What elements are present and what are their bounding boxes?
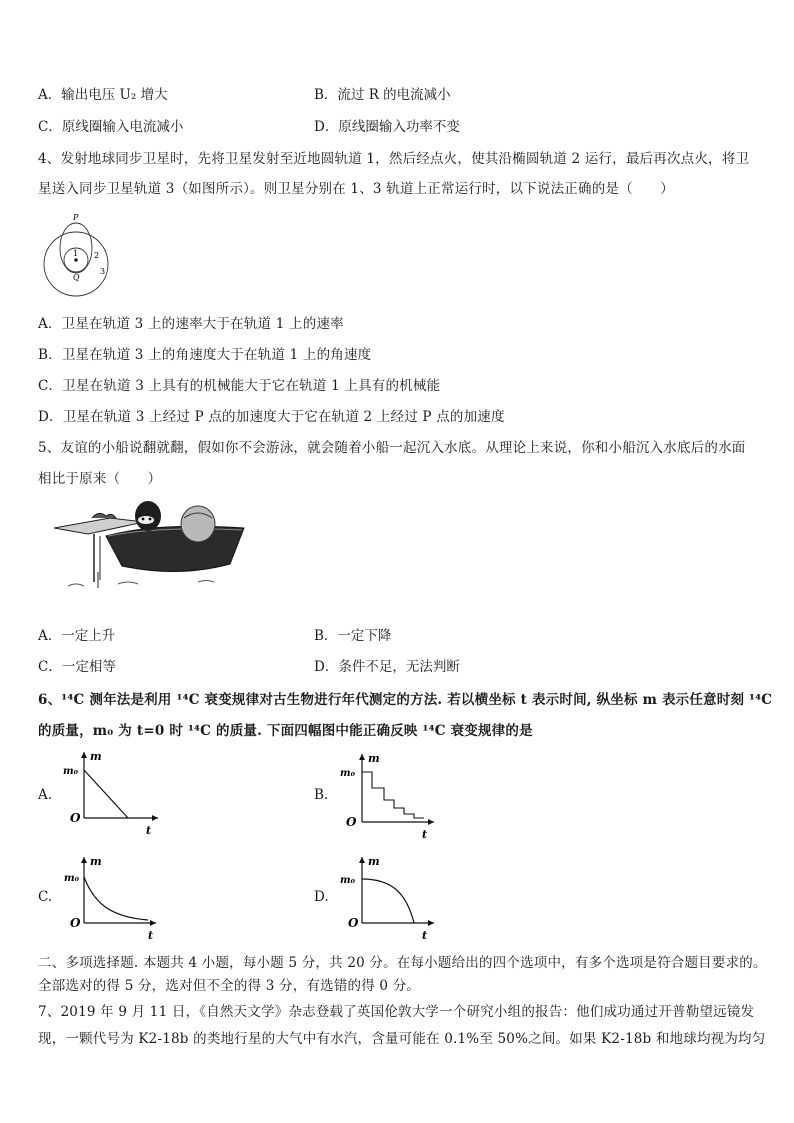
graph-b-origin: O [346, 815, 357, 829]
graph-c-t: t [148, 929, 154, 942]
q7-stem-line1: 7、2019 年 9 月 11 日，《自然天文学》杂志登载了英国伦敦大学一个研究小组的报告：他们成功通过开普勒望远镜发 [38, 1004, 755, 1020]
q5-option-a: A．一定上升 [38, 628, 116, 644]
graph-d-t: t [422, 929, 428, 942]
graph-a-m: m [90, 750, 102, 763]
q5-stem-line2: 相比于原来（ ） [38, 471, 162, 487]
q3-option-a: A．输出电压 U₂ 增大 [38, 87, 168, 103]
q3-option-b: B．流过 R 的电流减小 [314, 87, 451, 103]
graph-c-label: C. [38, 889, 53, 905]
graph-b-m0: m₀ [340, 768, 355, 779]
label-3: 3 [100, 267, 106, 276]
graph-d-m0: m₀ [340, 875, 355, 886]
q4-option-a: A．卫星在轨道 3 上的速率大于在轨道 1 上的速率 [38, 316, 344, 332]
graph-b-label: B. [314, 787, 329, 803]
graph-d-curve [362, 879, 414, 923]
graph-a-curve [84, 770, 128, 818]
q4-stem-line2: 星送入同步卫星轨道 3（如图所示）。则卫星分别在 1、3 轨道上正常运行时，以下说法正确的是（ ） [38, 181, 674, 197]
q4-stem-line1: 4、发射地球同步卫星时，先将卫星发射至近地圆轨道 1，然后经点火，使其沿椭圆轨道 2 运行，最后再次点火，将卫 [38, 151, 750, 167]
graph-c-m0: m₀ [64, 873, 79, 884]
section2-line1: 二、多项选择题. 本题共 4 小题，每小题 5 分，共 20 分。在每小题给出的四个选项中，有多个选项是符合题目要求的。 [38, 955, 767, 971]
label-1: 1 [73, 249, 79, 258]
graph-b-curve [362, 772, 424, 818]
orbit-3 [44, 232, 108, 296]
graph-c-curve [84, 877, 148, 920]
q4-option-b: B．卫星在轨道 3 上的角速度大于在轨道 1 上的角速度 [38, 347, 372, 363]
q4-option-d: D．卫星在轨道 3 上经过 P 点的加速度大于它在轨道 2 上经过 P 点的加速度 [38, 409, 505, 425]
q6-stem-line2: 的质量，m₀ 为 t=0 时 ¹⁴C 的质量. 下面四幅图中能正确反映 ¹⁴C 衰变规律的是 [38, 723, 533, 739]
q5-option-d: D．条件不足，无法判断 [314, 659, 460, 675]
q5-option-b: B．一定下降 [314, 628, 392, 644]
q3-option-d: D．原线圈输入功率不变 [314, 119, 460, 135]
graph-d-m: m [368, 855, 380, 868]
q7-stem-line2: 现，一颗代号为 K2-18b 的类地行星的大气中有水汽，含量可能在 0.1%至 50%之间。如果 K2-18b 和地球均视为均匀 [38, 1031, 766, 1047]
graph-b-m: m [368, 752, 380, 765]
graph-d-origin: O [348, 916, 359, 930]
q5-option-c: C．一定相等 [38, 659, 116, 675]
graph-c-origin: O [70, 916, 81, 930]
label-2: 2 [94, 251, 100, 260]
graph-d [340, 853, 440, 943]
section2-line2: 全部选对的得 5 分，选对但不全的得 3 分，有选错的得 0 分。 [38, 978, 421, 994]
graph-d-label: D. [314, 889, 329, 905]
graph-a-m0: m₀ [63, 766, 78, 777]
earth-dot [74, 258, 78, 262]
graph-b-t: t [422, 828, 428, 840]
graph-a-label: A. [38, 787, 53, 803]
boat-cartoon [48, 492, 258, 592]
graph-b [340, 750, 440, 840]
q4-option-c: C．卫星在轨道 3 上具有的机械能大于它在轨道 1 上具有的机械能 [38, 378, 441, 394]
q6-stem-line1: 6、¹⁴C 测年法是利用 ¹⁴C 衰变规律对古生物进行年代测定的方法. 若以横坐标 t 表示时间, 纵坐标 m 表示任意时刻 ¹⁴C [38, 692, 773, 708]
graph-c [62, 853, 162, 943]
orbit-diagram [40, 210, 120, 300]
graph-c-m: m [90, 855, 102, 868]
graph-a-origin: O [70, 811, 81, 825]
label-q: Q [73, 273, 80, 282]
q5-stem-line1: 5、友谊的小船说翻就翻，假如你不会游泳，就会随着小船一起沉入水底。从理论上来说，你和小船沉入水底后的水面 [38, 440, 746, 456]
q3-option-c: C．原线圈输入电流减小 [38, 119, 184, 135]
graph-a-t: t [146, 824, 152, 837]
graph-a [62, 748, 162, 838]
label-p: P [73, 213, 79, 222]
